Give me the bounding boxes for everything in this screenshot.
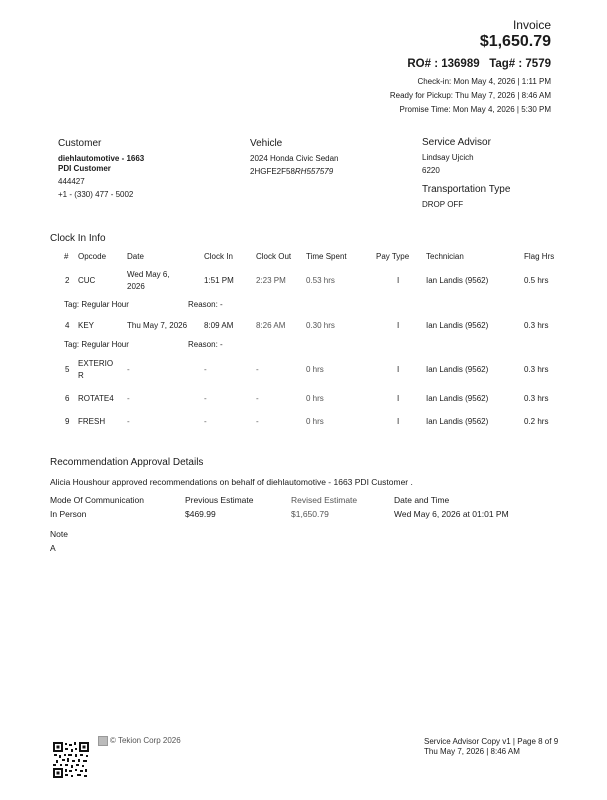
recommendation-title: Recommendation Approval Details [50,457,204,468]
vehicle-vin [250,166,333,178]
col-header-time-spent: Time Spent [306,252,347,261]
row2-reason: Reason: - [188,340,223,349]
printed-timestamp: Thu May 7, 2026 | 8:46 AM [424,747,520,756]
row3-opcode: EXTERIOR [78,359,114,380]
row3-clock-out: - [256,365,259,374]
invoice-total: $1,650.79 [479,33,551,50]
row2-opcode: KEY [78,321,95,330]
row2-flag-hrs: 0.3 hrs [524,321,549,330]
row1-pay-type: I [397,276,400,285]
copyright-text: © Tekion Corp 2026 [110,736,181,745]
vehicle-description: 2024 Honda Civic Sedan [250,154,339,163]
customer-name: diehlautomotive - 1663 [58,154,145,163]
customer-label: Customer [58,138,102,149]
advisor-number: 6220 [422,166,440,175]
date-time-value: Wed May 6, 2026 at 01:01 PM [394,509,509,519]
row4-clock-in: - [204,394,207,403]
row4-flag-hrs: 0.3 hrs [524,394,549,403]
previous-estimate-label: Previous Estimate [185,495,254,505]
service-advisor-label: Service Advisor [422,137,491,148]
row2-date: Thu May 7, 2026 [127,321,188,330]
row3-technician: Ian Landis (9562) [426,365,489,374]
row5-date: - [127,417,130,426]
row5-num: 9 [65,417,70,426]
row2-time-spent: 0.30 hrs [306,321,335,330]
row1-opcode: CUC [78,276,96,285]
row1-time-spent: 0.53 hrs [306,276,335,285]
revised-estimate-value: $1,650.79 [291,509,329,519]
invoice-label: Invoice [512,18,551,32]
row1-tag: Tag: Regular Hour [64,300,129,309]
row4-num: 6 [65,394,70,403]
clock-in-info-title: Clock In Info [50,233,106,244]
promise-time: Promise Time: Mon May 4, 2026 | 5:30 PM [399,105,551,114]
customer-phone: +1 - (330) 477 - 5002 [58,190,134,199]
row2-pay-type: I [397,321,400,330]
row4-pay-type: I [397,394,400,403]
col-header-clock-out: Clock Out [256,252,292,261]
row2-clock-in: 8:09 AM [204,321,234,330]
note-label: Note [50,529,68,539]
col-header-pay-type: Pay Type [376,252,410,261]
row5-pay-type: I [397,417,400,426]
col-header-date: Date [127,252,144,261]
row3-time-spent: 0 hrs [306,365,324,374]
row5-clock-out: - [256,417,259,426]
row4-technician: Ian Landis (9562) [426,394,489,403]
ready-for-pickup-time: Ready for Pickup: Thu May 7, 2026 | 8:46 AM [389,91,551,100]
row2-technician: Ian Landis (9562) [426,321,489,330]
row3-clock-in: - [204,365,207,374]
row2-num: 4 [65,321,70,330]
row3-flag-hrs: 0.3 hrs [524,365,549,374]
col-header-clock-in: Clock In [204,252,233,261]
row1-clock-in: 1:51 PM [204,276,234,285]
ro-tag-line: RO# : 136989 Tag# : 7579 [407,58,551,70]
tekion-logo-icon [98,736,108,746]
revised-estimate-label: Revised Estimate [291,495,358,505]
previous-estimate-value: $469.99 [185,509,216,519]
row4-opcode: ROTATE4 [78,394,114,403]
row5-time-spent: 0 hrs [306,417,324,426]
row4-date: - [127,394,130,403]
customer-type: PDI Customer [58,164,111,173]
qr-code-icon [53,742,89,778]
row2-tag: Tag: Regular Hour [64,340,129,349]
col-header-num: # [64,252,69,261]
row3-num: 5 [65,365,70,374]
col-header-opcode: Opcode [78,252,107,261]
recommendation-statement: Alicia Houshour approved recommendations on behalf of diehlautomotive - 1663 PDI Customer . [50,477,413,487]
row5-technician: Ian Landis (9562) [426,417,489,426]
row4-time-spent: 0 hrs [306,394,324,403]
row4-clock-out: - [256,394,259,403]
vehicle-label: Vehicle [250,138,283,149]
col-header-technician: Technician [426,252,464,261]
copy-page-info: Service Advisor Copy v1 | Page 8 of 9 [424,737,559,746]
date-time-label: Date and Time [394,495,450,505]
row3-pay-type: I [397,365,400,374]
vin-prefix: 2HGFE2F58 [250,167,295,176]
row2-clock-out: 8:26 AM [256,321,286,330]
advisor-name: Lindsay Ujcich [422,153,474,162]
row1-reason: Reason: - [188,300,223,309]
row1-clock-out: 2:23 PM [256,276,286,285]
transportation-type-label: Transportation Type [422,184,511,195]
row5-clock-in: - [204,417,207,426]
mode-of-communication-value: In Person [50,509,87,519]
check-in-time: Check-in: Mon May 4, 2026 | 1:11 PM [417,77,551,86]
row1-num: 2 [65,276,70,285]
vin-suffix: RH557579 [294,167,334,176]
mode-of-communication-label: Mode Of Communication [50,495,145,505]
note-value: A [50,543,56,553]
row5-flag-hrs: 0.2 hrs [524,417,549,426]
row1-date: Wed May 6, 2026 [127,270,170,291]
row1-technician: Ian Landis (9562) [426,276,489,285]
row1-flag-hrs: 0.5 hrs [524,276,549,285]
row3-date: - [127,365,130,374]
col-header-flag-hrs: Flag Hrs [524,252,555,261]
transportation-type-value: DROP OFF [422,200,464,209]
row5-opcode: FRESH [78,417,106,426]
customer-id: 444427 [58,177,85,186]
